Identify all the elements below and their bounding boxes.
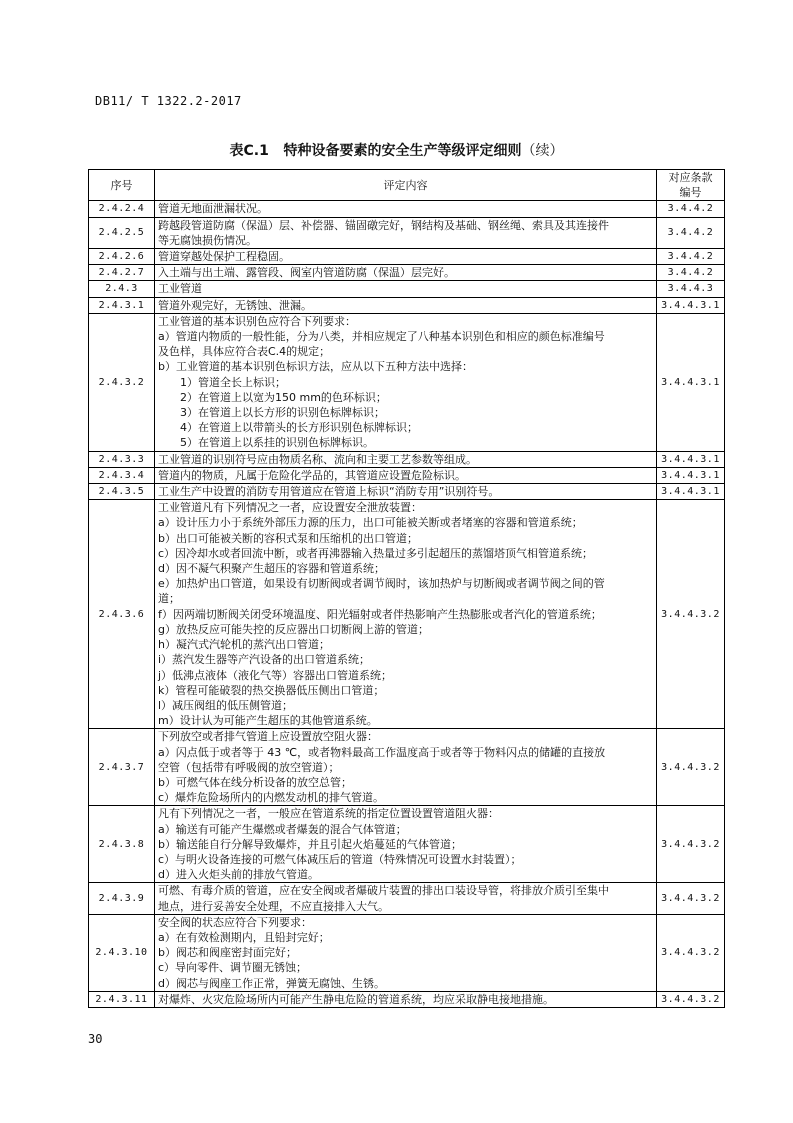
content-line: a）在有效检测期内，且铅封完好；: [158, 930, 330, 944]
table-title-text: 特种设备要素的安全生产等级评定细则: [283, 143, 522, 159]
content-subline: 3）在管道上以长方形的识别色标牌标识；: [180, 406, 385, 420]
content-line: b）可燃气体在线分析设备的放空总管；: [158, 775, 352, 789]
row-clause-ref: 3.4.4.3.1: [657, 467, 725, 483]
content-line: b）输送能自行分解导致爆炸，并且引起火焰蔓延的气体管道；: [158, 837, 462, 851]
table-title-suffix: （续）: [521, 143, 564, 159]
table-row: [89, 806, 725, 883]
row-content: [155, 451, 657, 467]
row-clause-ref: 3.4.4.3.2: [657, 729, 725, 806]
row-number: 2.4.3.7: [89, 729, 155, 806]
row-clause-ref: 3.4.4.3.2: [657, 914, 725, 991]
table-label: 表C.1: [229, 143, 269, 159]
row-clause-ref: 3.4.4.3.2: [657, 806, 725, 883]
content-subline: 4）在管道上以带箭头的长方形识别色标牌标识；: [180, 421, 418, 435]
column-header-content: 评定内容: [155, 170, 657, 201]
row-content: [155, 217, 657, 248]
row-number: 2.4.3.4: [89, 467, 155, 483]
row-number: 2.4.3: [89, 281, 155, 297]
content-line: f）因两端切断阀关闭受环境温度、阳光辐射或者伴热影响产生热膨胀或者汽化的管道系统；: [158, 607, 602, 621]
table-row: [89, 313, 725, 451]
row-content: [155, 265, 657, 281]
row-content: [155, 500, 657, 729]
content-line: b）阀芯和阀座密封面完好；: [158, 946, 297, 960]
content-line: c）导向零件、调节圈无锈蚀；: [158, 961, 308, 975]
content-subline: 1）管道全长上标识；: [180, 375, 286, 389]
table-row: [89, 883, 725, 914]
content-subline: 5）在管道上以系挂的识别色标牌标识。: [180, 436, 374, 450]
content-line: 道；: [158, 592, 180, 606]
row-number: 2.4.2.7: [89, 265, 155, 281]
row-content: [155, 914, 657, 991]
content-line: 入土端与出土端、露管段、阀室内管道防腐（保温）层完好。: [158, 266, 455, 280]
row-number: 2.4.3.5: [89, 484, 155, 500]
row-content: [155, 991, 657, 1007]
table-row: [89, 249, 725, 265]
row-clause-ref: 3.4.4.3: [657, 281, 725, 297]
row-number: 2.4.2.4: [89, 201, 155, 217]
table-title: [0, 140, 793, 160]
row-content: [155, 249, 657, 265]
content-line: i）蒸汽发生器等产汽设备的出口管道系统；: [158, 653, 371, 667]
content-line: 工业生产中设置的消防专用管道应在管道上标识“消防专用”识别符号。: [158, 485, 500, 499]
row-clause-ref: 3.4.4.3.2: [657, 500, 725, 729]
row-content: [155, 467, 657, 483]
document-code: DB11/ T 1322.2-2017: [95, 94, 242, 108]
table-row: [89, 484, 725, 500]
content-line: 工业管道: [158, 282, 202, 296]
row-clause-ref: 3.4.4.2: [657, 265, 725, 281]
content-line: a）输送有可能产生爆燃或者爆轰的混合气体管道；: [158, 822, 407, 836]
row-number: 2.4.3.8: [89, 806, 155, 883]
content-line: b）工业管道的基本识别色标识方法，应从以下五种方法中选择：: [158, 360, 473, 374]
content-line: 下列放空或者排气管道上应设置放空阻火器：: [158, 730, 378, 744]
row-clause-ref: 3.4.4.3.1: [657, 297, 725, 313]
content-line: 工业管道的识别符号应由物质名称、流向和主要工艺参数等组成。: [158, 452, 477, 466]
page-number: 30: [88, 1032, 103, 1046]
content-line: k）管程可能破裂的热交换器低压侧出口管道；: [158, 683, 385, 697]
table-row: [89, 467, 725, 483]
content-line: 地点，进行妥善安全处理，不应直接排入大气。: [158, 899, 389, 913]
content-line: c）与明火设备连接的可燃气体减压后的管道（特殊情况可设置水封装置）；: [158, 852, 522, 866]
content-line: 安全阀的状态应符合下列要求：: [158, 915, 312, 929]
content-line: j）低沸点液体（液化气等）容器出口管道系统；: [158, 668, 393, 682]
row-number: 2.4.3.9: [89, 883, 155, 914]
table-header-row: [89, 170, 725, 201]
row-number: 2.4.3.3: [89, 451, 155, 467]
content-line: 管道内的物质，凡属于危险化学品的，其管道应设置危险标识。: [158, 468, 466, 482]
content-line: 及色样，具体应符合表C.4的规定；: [158, 345, 331, 359]
table-row: [89, 729, 725, 806]
table-row: [89, 265, 725, 281]
row-number: 2.4.3.11: [89, 991, 155, 1007]
row-number: 2.4.3.10: [89, 914, 155, 991]
content-line: h）凝汽式汽轮机的蒸汽出口管道；: [158, 638, 330, 652]
row-number: 2.4.2.5: [89, 217, 155, 248]
row-number: 2.4.3.6: [89, 500, 155, 729]
row-clause-ref: 3.4.4.3.1: [657, 451, 725, 467]
content-line: c）因冷却水或者回流中断，或者再沸器输入热量过多引起超压的蒸馏塔顶气相管道系统；: [158, 546, 594, 560]
content-line: 工业管道的基本识别色应符合下列要求：: [158, 314, 356, 328]
row-number: 2.4.2.6: [89, 249, 155, 265]
content-line: l）减压阀组的低压侧管道；: [158, 698, 294, 712]
column-header-ref-line1: 对应条款: [668, 171, 713, 184]
content-line: c）爆炸危险场所内的内燃发动机的排气管道。: [158, 791, 385, 805]
content-line: 可燃、有毒介质的管道，应在安全阀或者爆破片装置的排出口装设导管，将排放介质引至集中: [158, 884, 609, 898]
column-header-ref-line2: 编号: [679, 186, 702, 200]
table-row: [89, 500, 725, 729]
row-content: [155, 281, 657, 297]
table-row: [89, 297, 725, 313]
table-row: [89, 201, 725, 217]
row-clause-ref: 3.4.4.3.1: [657, 484, 725, 500]
content-line: 空管（包括带有呼吸阀的放空管道）；: [158, 760, 340, 774]
row-number: 2.4.3.1: [89, 297, 155, 313]
content-line: 工业管道凡有下列情况之一者，应设置安全泄放装置：: [158, 501, 422, 515]
row-content: [155, 729, 657, 806]
row-content: [155, 484, 657, 500]
table-row: [89, 991, 725, 1007]
content-line: a）闪点低于或者等于 43 ℃，或者物料最高工作温度高于或者等于物料闪点的储罐的直接放: [158, 745, 606, 759]
column-header-num: 序号: [89, 170, 155, 201]
content-line: d）因不凝气积聚产生超压的容器和管道系统；: [158, 562, 385, 576]
row-content: [155, 883, 657, 914]
row-clause-ref: 3.4.4.2: [657, 217, 725, 248]
content-line: m）设计认为可能产生超压的其他管道系统。: [158, 714, 378, 728]
content-line: a）设计压力小于系统外部压力源的压力，出口可能被关断或者堵塞的容器和管道系统；: [158, 516, 583, 530]
row-content: [155, 201, 657, 217]
content-line: 管道外观完好，无锈蚀、泄漏。: [158, 298, 312, 312]
row-number: 2.4.3.2: [89, 313, 155, 451]
content-line: e）加热炉出口管道，如果设有切断阀或者调节阀时，该加热炉与切断阀或者调节阀之间的管: [158, 577, 605, 591]
content-line: a）管道内物质的一般性能，分为八类，并相应规定了八种基本识别色和相应的颜色标准编号: [158, 330, 605, 344]
table-row: [89, 281, 725, 297]
content-line: 等无腐蚀损伤情况。: [158, 233, 257, 247]
row-content: [155, 297, 657, 313]
table-row: [89, 914, 725, 991]
row-content: [155, 313, 657, 451]
table-body: [89, 201, 725, 1008]
row-clause-ref: 3.4.4.2: [657, 249, 725, 265]
content-line: 跨越段管道防腐（保温）层、补偿器、锚固礅完好，钢结构及基础、钢丝绳、索具及其连接件: [158, 218, 609, 232]
content-line: d）进入火炬头前的排放气管道。: [158, 868, 319, 882]
row-clause-ref: 3.4.4.2: [657, 201, 725, 217]
row-clause-ref: 3.4.4.3.2: [657, 991, 725, 1007]
content-line: g）放热反应可能失控的反应器出口切断阀上游的管道；: [158, 622, 429, 636]
row-content: [155, 806, 657, 883]
evaluation-table: [88, 169, 725, 1008]
content-line: d）阀芯与阀座工作正常，弹簧无腐蚀、生锈。: [158, 976, 385, 990]
row-clause-ref: 3.4.4.3.1: [657, 313, 725, 451]
table-row: [89, 451, 725, 467]
row-clause-ref: 3.4.4.3.2: [657, 883, 725, 914]
column-header-ref: [657, 170, 725, 201]
content-line: 对爆炸、火灾危险场所内可能产生静电危险的管道系统，均应采取静电接地措施。: [158, 992, 554, 1006]
content-line: 管道无地面泄漏状况。: [158, 202, 268, 216]
table-row: [89, 217, 725, 248]
content-subline: 2）在管道上以宽为150 mm的色环标识；: [180, 390, 387, 404]
content-line: 管道穿越处保护工程稳固。: [158, 250, 290, 264]
content-line: b）出口可能被关断的容积式泵和压缩机的出口管道；: [158, 531, 418, 545]
content-line: 凡有下列情况之一者，一般应在管道系统的指定位置设置管道阻火器：: [158, 807, 499, 821]
